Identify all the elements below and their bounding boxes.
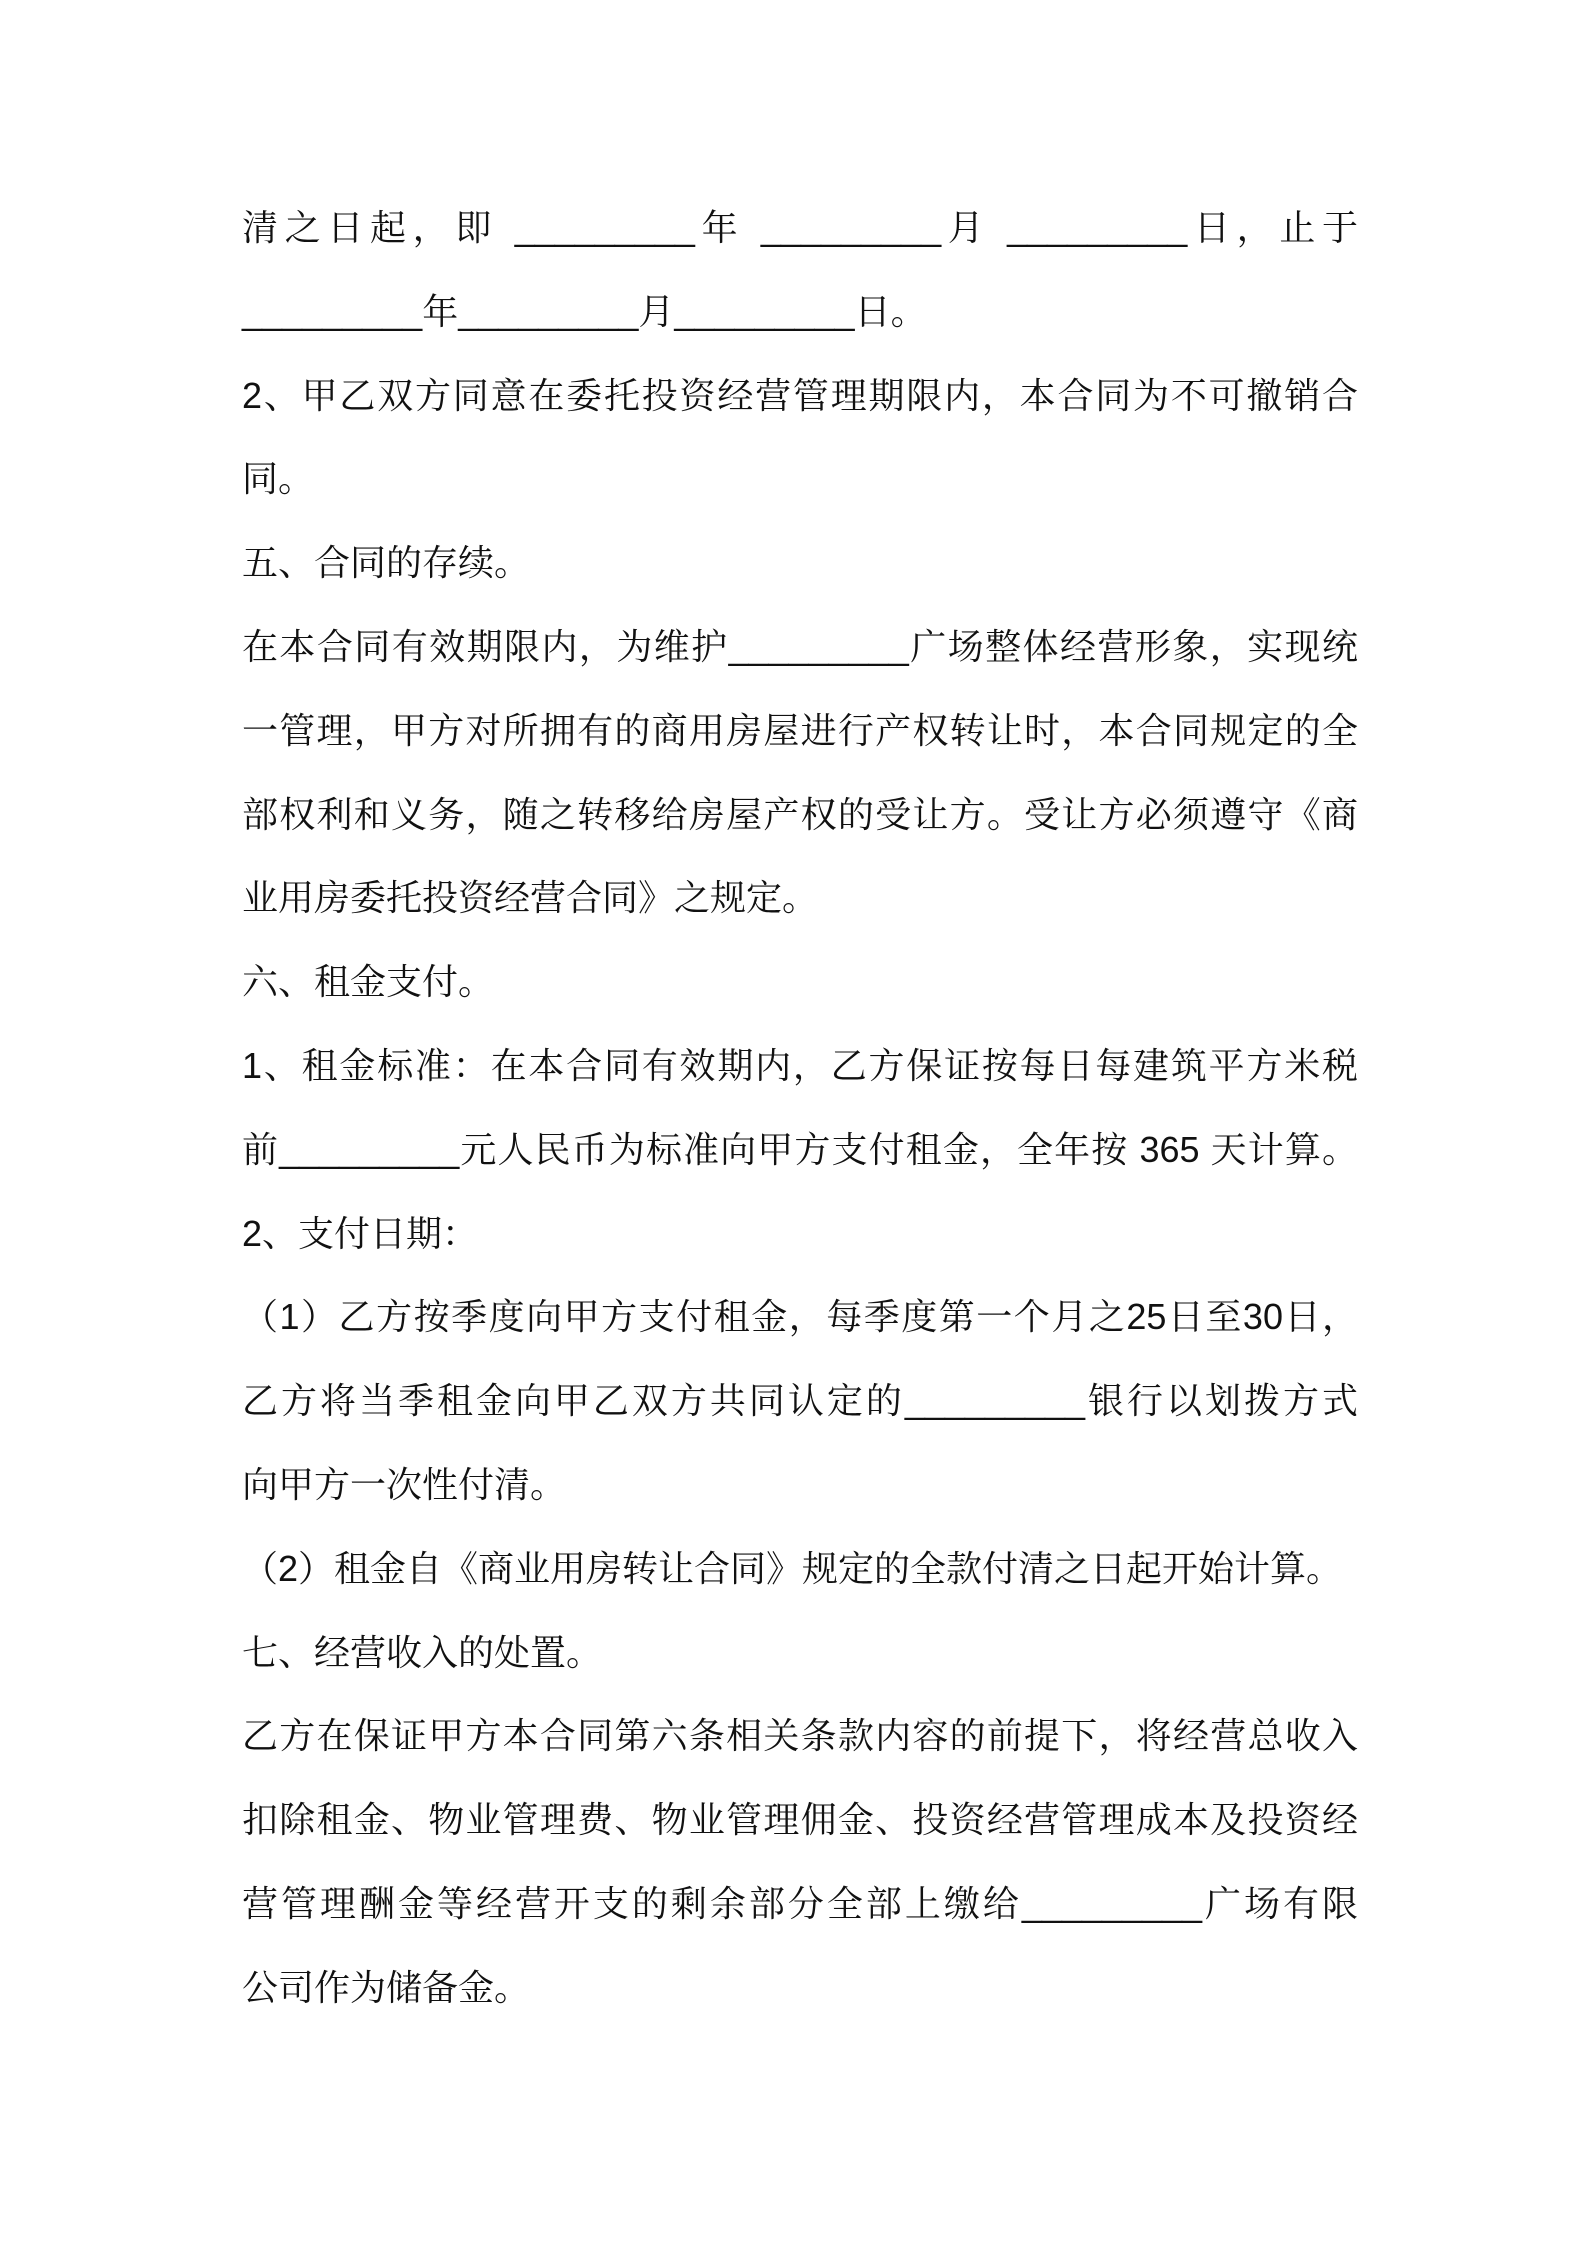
paragraph-line: 在本合同有效期限内，为维护_________广场整体经营形象，实现统 — [242, 625, 1358, 667]
sub-heading: 2、支付日期： — [242, 1212, 479, 1254]
section-heading: 七、经营收入的处置。 — [242, 1631, 603, 1673]
list-item-line: （2）租金自《商业用房转让合同》规定的全款付清之日起开始计算。 — [242, 1547, 1343, 1589]
clause-line: 同。 — [242, 458, 315, 500]
list-item-line: （1）乙方按季度向甲方支付租金，每季度第一个月之25日至30日， — [242, 1296, 1358, 1338]
paragraph-line: 业用房委托投资经营合同》之规定。 — [242, 877, 819, 919]
list-item-line: 向甲方一次性付清。 — [242, 1463, 567, 1505]
clause-line: 前_________元人民币为标准向甲方支付租金，全年按 365 天计算。 — [242, 1128, 1358, 1170]
clause-line: 2、甲乙双方同意在委托投资经营管理期限内，本合同为不可撤销合 — [242, 374, 1358, 416]
paragraph-line: 部权利和义务，随之转移给房屋产权的受让方。受让方必须遵守《商 — [242, 793, 1358, 835]
paragraph-line: 公司作为储备金。 — [242, 1966, 531, 2008]
section-heading: 五、合同的存续。 — [242, 542, 531, 584]
document-body — [242, 186, 1358, 2030]
paragraph-line: 乙方在保证甲方本合同第六条相关条款内容的前提下，将经营总收入 — [242, 1715, 1358, 1757]
clause-line: 1、租金标准：在本合同有效期内，乙方保证按每日每建筑平方米税 — [242, 1044, 1358, 1086]
list-item-line: 乙方将当季租金向甲乙双方共同认定的_________银行以划拨方式 — [242, 1380, 1358, 1422]
term-dates-line: _________年_________月_________日。 — [242, 290, 927, 332]
paragraph-line: 营管理酬金等经营开支的剩余部分全部上缴给_________广场有限 — [242, 1882, 1358, 1924]
section-heading: 六、租金支付。 — [242, 961, 495, 1003]
paragraph-line: 扣除租金、物业管理费、物业管理佣金、投资经营管理成本及投资经 — [242, 1799, 1358, 1841]
term-dates-line: 清之日起，即 _________年 _________月 _________日，止于 — [242, 207, 1358, 248]
paragraph-line: 一管理，甲方对所拥有的商用房屋进行产权转让时，本合同规定的全 — [242, 709, 1358, 751]
